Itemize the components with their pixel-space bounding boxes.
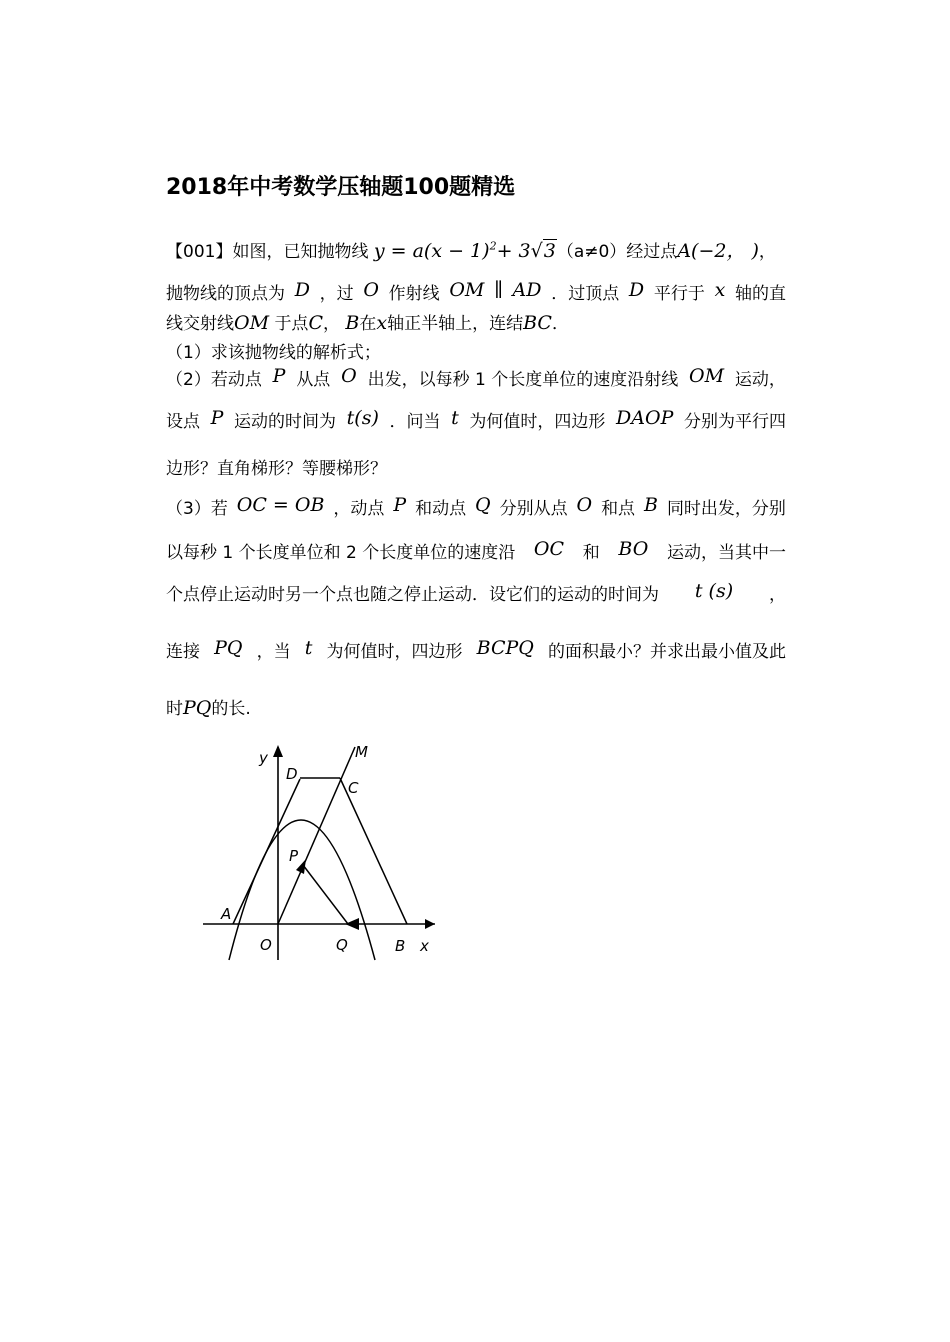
- t: 设点: [166, 412, 200, 432]
- m: BO: [618, 538, 649, 560]
- sqrt-symbol: √: [530, 240, 543, 262]
- m: D: [628, 279, 645, 301]
- t: 抛物线的顶点为: [166, 284, 285, 304]
- m: PQ: [214, 637, 243, 659]
- m: OM: [689, 365, 725, 387]
- t: 的长.: [211, 699, 251, 719]
- t: 分别为平行四: [683, 412, 786, 432]
- t: 出发，以每秒 1 个长度单位的速度沿射线: [367, 370, 679, 390]
- m: AD: [512, 279, 542, 301]
- t: 从点: [296, 370, 331, 390]
- t: 于点: [274, 314, 309, 334]
- m: P: [210, 407, 224, 429]
- t: （2）若动点: [166, 370, 262, 390]
- m: PQ: [183, 697, 212, 719]
- text: 如图，已知抛物线: [232, 242, 369, 262]
- m: OM: [449, 279, 485, 301]
- t: 在: [359, 314, 377, 334]
- question-2-line-1: [166, 365, 786, 390]
- t: （3）若: [166, 499, 228, 519]
- m: Q: [475, 494, 491, 516]
- label-m: M: [355, 743, 368, 761]
- question-3-line-2: [166, 538, 786, 563]
- t: 作射线: [388, 284, 440, 304]
- label-b: B: [395, 937, 406, 955]
- point-a: A(−2， ): [677, 240, 759, 262]
- segment-pq: [303, 865, 348, 924]
- t: 运动，: [734, 370, 786, 390]
- t: 分别从点: [499, 499, 568, 519]
- m: x: [714, 279, 726, 301]
- m: DAOP: [616, 407, 674, 429]
- t: 的面积最小？并求出最小值及此: [547, 642, 786, 662]
- t: ，: [768, 585, 786, 605]
- t: ．问当: [389, 412, 441, 432]
- text: ，: [758, 242, 776, 262]
- label-q: Q: [336, 936, 348, 954]
- m: OC = OB: [236, 494, 325, 516]
- t: ，过: [319, 284, 354, 304]
- t: 轴的直: [734, 284, 786, 304]
- t: 平行于: [653, 284, 705, 304]
- question-2-line-2: [166, 407, 786, 432]
- problem-line-1: [166, 236, 776, 263]
- t: 和点: [601, 499, 636, 519]
- problem-number: 【001】: [166, 242, 233, 262]
- m: O: [363, 279, 379, 301]
- eq-plus: + 3: [496, 240, 531, 262]
- y-axis-arrow: [273, 745, 283, 757]
- m: P: [272, 365, 286, 387]
- label-p: P: [289, 847, 299, 865]
- t: 以每秒 1 个长度单位和 2 个长度单位的速度沿: [166, 543, 516, 563]
- t: 连接: [166, 642, 200, 662]
- label-y: y: [259, 749, 268, 767]
- question-3-line-5: [166, 694, 251, 719]
- m: C: [308, 312, 323, 334]
- t: ，: [322, 314, 340, 334]
- label-x: x: [420, 937, 429, 955]
- problem-line-2: [166, 279, 786, 304]
- m: O: [341, 365, 357, 387]
- question-2-line-3: 边形？直角梯形？等腰梯形？: [166, 459, 387, 479]
- t: 个点停止运动时另一个点也随之停止运动．设它们的运动的时间为: [166, 585, 659, 605]
- question-3-line-3: [166, 580, 786, 605]
- problem-line-3: [166, 309, 569, 334]
- m: OM: [234, 312, 270, 334]
- condition: （a≠0）经过点: [556, 242, 678, 262]
- eq-exponent: 2: [489, 239, 497, 253]
- m: t(s): [346, 407, 379, 429]
- t: 为何值时，四边形: [326, 642, 463, 662]
- geometry-figure: [195, 735, 455, 970]
- m: D: [294, 279, 310, 301]
- m: P: [393, 494, 407, 516]
- page-title: 2018年中考数学压轴题100题精选: [166, 175, 516, 200]
- parabola: [229, 820, 375, 960]
- t: 和: [582, 543, 600, 563]
- t: 同时出发，分别: [666, 499, 786, 519]
- t: 时: [166, 699, 183, 719]
- eq-lhs: y = a(x − 1): [373, 240, 490, 262]
- t: 轴正半轴上，连结: [387, 314, 524, 334]
- t: ．: [551, 314, 569, 334]
- t: 线交射线: [166, 314, 234, 334]
- m: t: [451, 407, 459, 429]
- label-o: O: [260, 936, 272, 954]
- label-c: C: [348, 779, 359, 797]
- equation: [374, 240, 557, 262]
- m: t (s): [694, 580, 734, 602]
- m: BCPQ: [476, 637, 534, 659]
- t: ．过顶点: [551, 284, 620, 304]
- t: 为何值时，四边形: [469, 412, 606, 432]
- m: t: [304, 637, 313, 659]
- t: ，动点: [333, 499, 385, 519]
- m: BC: [523, 312, 552, 334]
- segment-bc: [340, 778, 407, 924]
- m: x: [376, 312, 388, 334]
- t: 运动的时间为: [234, 412, 337, 432]
- t: 和动点: [415, 499, 467, 519]
- m: B: [345, 312, 360, 334]
- sqrt-content: 3: [543, 240, 556, 262]
- label-a: A: [221, 905, 232, 923]
- question-3-line-4: [166, 637, 786, 662]
- question-1: （1）求该抛物线的解析式；: [166, 343, 381, 363]
- t: ，当: [256, 642, 291, 662]
- m: B: [644, 494, 658, 516]
- parallel-symbol: ∥: [494, 279, 503, 301]
- question-3-line-1: [166, 494, 786, 519]
- label-d: D: [286, 765, 298, 783]
- x-axis-arrow: [425, 919, 435, 929]
- q-direction-arrow: [345, 918, 359, 930]
- m: O: [576, 494, 593, 516]
- m: OC: [533, 538, 565, 560]
- t: 运动，当其中一: [666, 543, 786, 563]
